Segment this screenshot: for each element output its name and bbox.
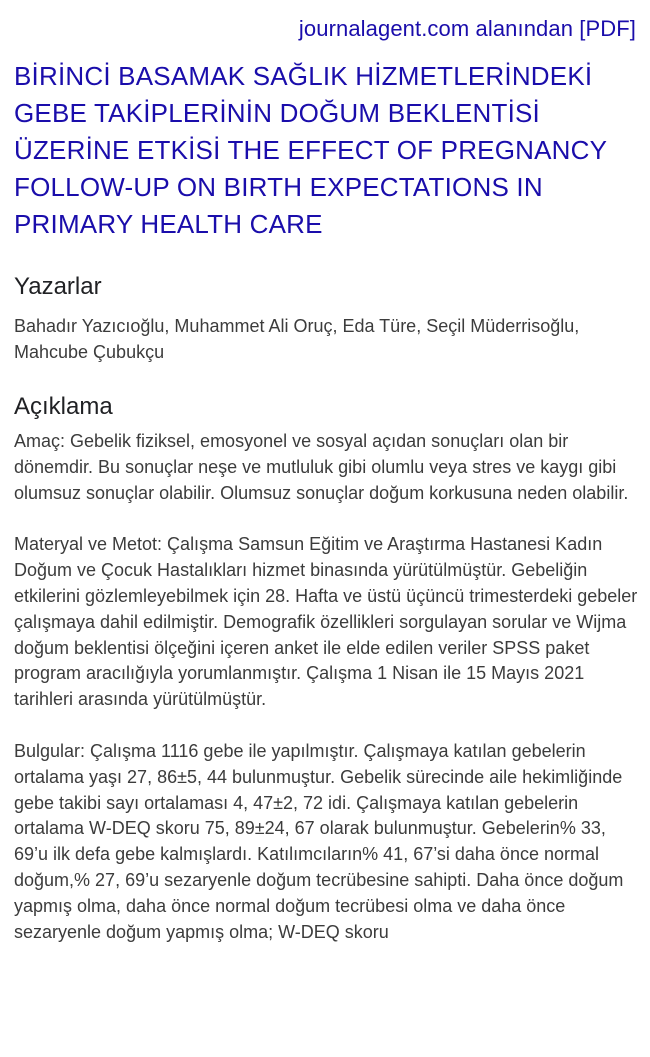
article-title-link[interactable]: BİRİNCİ BASAMAK SAĞLIK HİZMETLERİNDEKİ GEBE TAKİPLERİNİN DOĞUM BEKLENTİSİ ÜZERİNE ETKİSİ THE EFFECT OF PREGNANCY FOLLOW-UP ON BIRTH EXPECTATIONS IN PRIMARY HEALTH CARE <box>14 61 607 239</box>
description-paragraph-results: Bulgular: Çalışma 1116 gebe ile yapılmıştır. Çalışmaya katılan gebelerin ortalama yaşı 27, 86±5, 44 bulunmuştur. Gebelik sürecinde aile hekimliğinde gebe takibi sayı ortalaması 4, 47±2, 72 idi. Çalışmaya katılan gebelerin ortalama W-DEQ skoru 75, 89±24, 67 olarak bulunmuştur. Gebelerin% 33, 69’u ilk defa gebe kalmışlardı. Katılımcıların% 41, 67’si daha önce normal doğum,% 27, 69’u sezaryenle doğum tecrübesine sahipti. Daha önce doğum yapmış olma, daha önce normal doğum tecrübesi olma ve daha önce sezaryenle doğum yapmış olma; W-DEQ skoru <box>14 740 624 942</box>
description-paragraph-methods: Materyal ve Metot: Çalışma Samsun Eğitim ve Araştırma Hastanesi Kadın Doğum ve Çocuk Hastalıkları hizmet binasında yürütülmüştür. Gebeliğin etkilerini gözlemleyebilmek için 28. Hafta ve üstü üçüncü trimesterdeki gebeler çalışmaya dahil edilmiştir. Demografik özellikleri sorgulayan sorular ve Wijma doğum beklentisi ölçeğini içeren anket ile elde edilen veriler SPSS paket program aracılığıyla yorumlanmıştır. Çalışma 1 Nisan ile 15 Mayıs 2021 tarihleri arasında yürütülmüştür. <box>14 534 638 710</box>
description-paragraph-aim: Amaç: Gebelik fiziksel, emosyonel ve sosyal açıdan sonuçları olan bir dönemdir. Bu sonuçlar neşe ve mutluluk gibi olumlu veya stres ve kaygı gibi olumsuz sonuçlar olabilir. Olumsuz sonuçlar doğum korkusuna neden olabilir. <box>14 431 629 503</box>
authors-heading: Yazarlar <box>14 273 102 300</box>
description-heading: Açıklama <box>14 393 113 420</box>
authors-list: Bahadır Yazıcıoğlu, Muhammet Ali Oruç, Eda Türe, Seçil Müderrisoğlu, Mahcube Çubukçu <box>14 316 580 362</box>
pdf-source-link[interactable]: journalagent.com alanından [PDF] <box>298 16 636 41</box>
description-body <box>14 429 640 971</box>
